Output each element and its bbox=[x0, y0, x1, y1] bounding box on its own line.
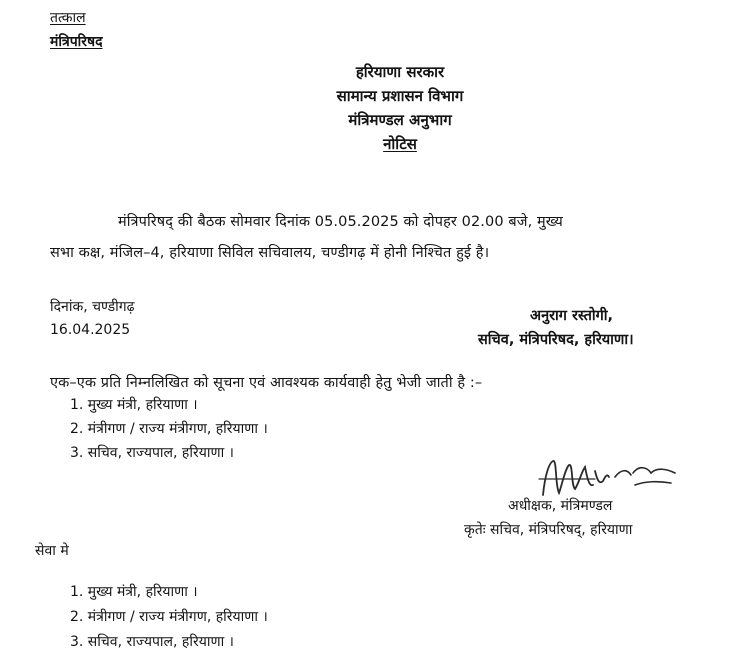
copy-list-item: 1. मुख्य मंत्री, हरियाणा । bbox=[70, 397, 198, 413]
notice-body-line2: सभा कक्ष, मंजिल–4, हरियाणा सिविल सचिवालय, चण्डीगढ़ में होनी निश्चित हुई है। bbox=[50, 245, 490, 261]
department-label: मंत्रिपरिषद bbox=[50, 34, 103, 50]
date-value: 16.04.2025 bbox=[50, 322, 131, 338]
superintendent-on-behalf: कृतेः सचिव, मंत्रिपरिषद्, हरियाणा bbox=[464, 522, 633, 538]
copy-list-item: 3. सचिव, राज्यपाल, हरियाणा । bbox=[70, 445, 234, 461]
heading-department: सामान्य प्रशासन विभाग bbox=[336, 87, 464, 105]
date-place: दिनांक, चण्डीगढ़ bbox=[50, 299, 135, 315]
service-list-item: 1. मुख्य मंत्री, हरियाणा । bbox=[70, 584, 198, 600]
heading-govt: हरियाणा सरकार bbox=[355, 63, 445, 81]
signatory-designation: सचिव, मंत्रिपरिषद, हरियाणा। bbox=[478, 332, 634, 348]
signatory-name: अनुराग रस्तोगी, bbox=[530, 308, 614, 324]
superintendent-title: अधीक्षक, मंत्रिमण्डल bbox=[508, 498, 613, 514]
service-list-item: 2. मंत्रीगण / राज्य मंत्रीगण, हरियाणा । bbox=[70, 609, 268, 625]
notice-body-line1: मंत्रिपरिषद् की बैठक सोमवार दिनांक 05.05.2025 को दोपहर 02.00 बजे, मुख्य bbox=[118, 214, 563, 230]
heading-notice: नोटिस bbox=[383, 135, 417, 153]
service-list-item: 3. सचिव, राज्यपाल, हरियाणा । bbox=[70, 634, 234, 650]
urgent-label: तत्काल bbox=[50, 10, 86, 26]
service-label: सेवा मे bbox=[35, 543, 69, 559]
heading-section: मंत्रिमण्डल अनुभाग bbox=[348, 111, 452, 129]
copy-list-item: 2. मंत्रीगण / राज्य मंत्रीगण, हरियाणा । bbox=[70, 421, 268, 437]
copy-intro: एक–एक प्रति निम्नलिखित को सूचना एवं आवश्यक कार्यवाही हेतु भेजी जाती है :– bbox=[50, 375, 483, 391]
